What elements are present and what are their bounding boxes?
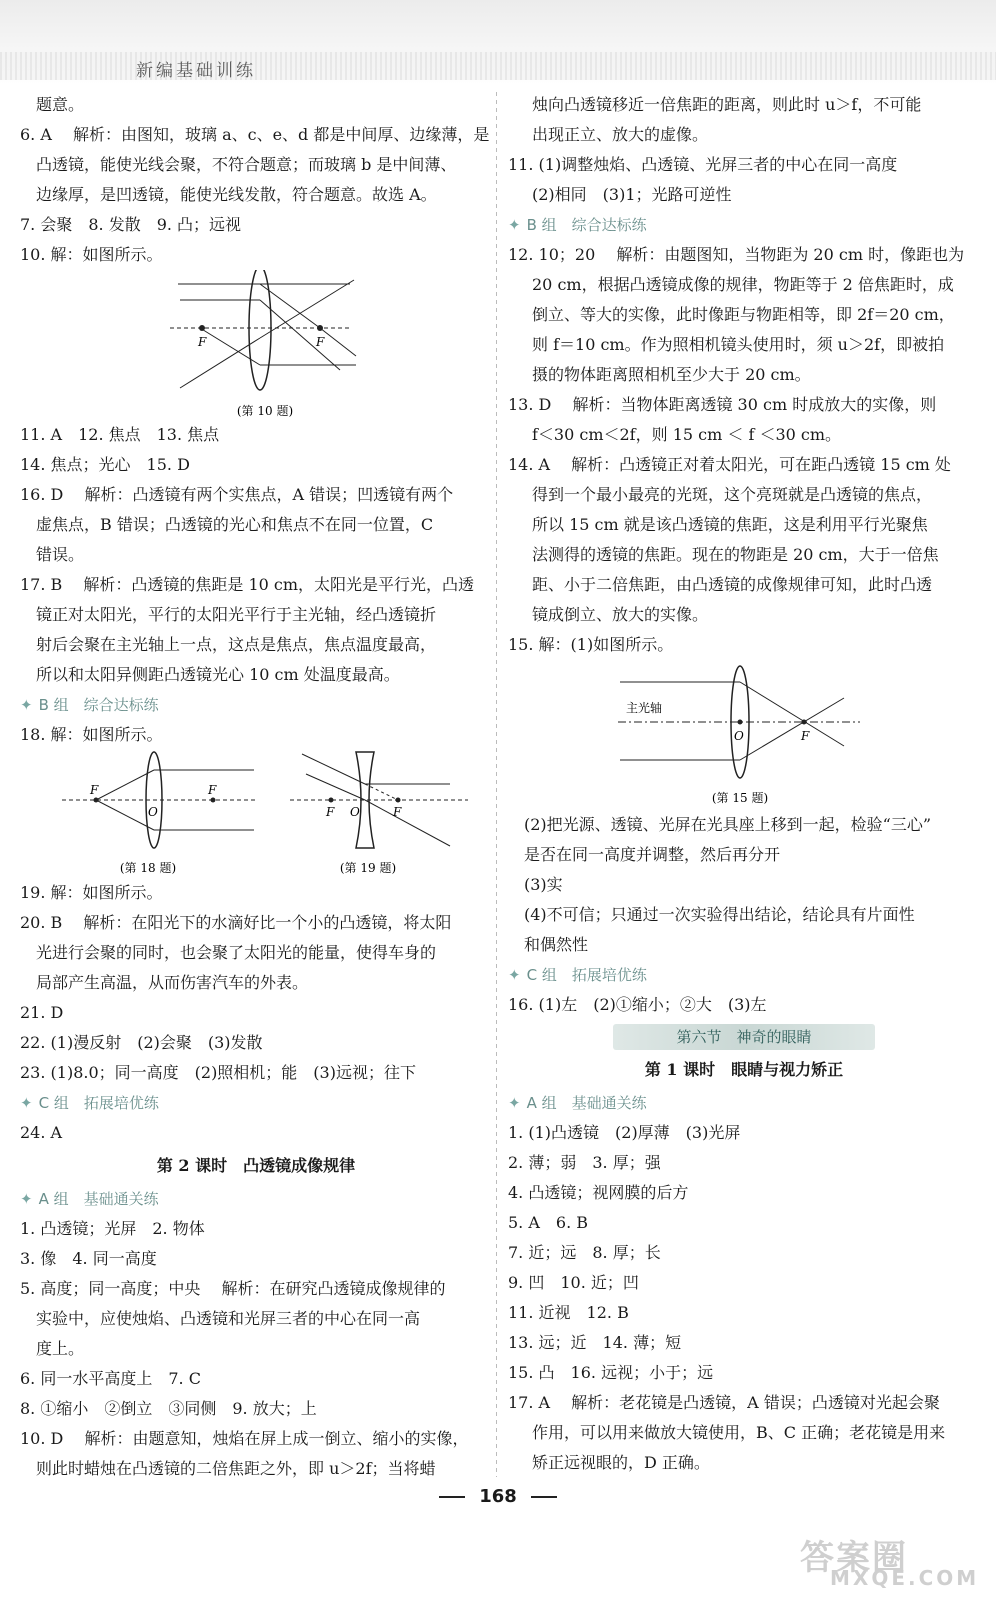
focus-label-left: F xyxy=(198,335,207,349)
figure-15 xyxy=(508,660,980,810)
diamond-icon: ✦ xyxy=(508,216,521,234)
text-line: 20 cm，根据凸透镜成像的规律，物距等于 2 倍焦距时，成 xyxy=(532,275,954,294)
figure-18-19 xyxy=(20,750,492,878)
answer-9-10: 9. 凹 10. 近；凹 xyxy=(508,1273,639,1292)
answer-20: 20. B 解析：在阳光下的水滴好比一个小的凸透镜，将太阳 xyxy=(20,913,452,932)
answer-5-6: 5. A 6. B xyxy=(508,1213,589,1232)
diamond-icon: ✦ xyxy=(20,1094,33,1112)
text-line: 度上。 xyxy=(36,1339,85,1358)
answer-1b: 1. (1)凸透镜 (2)厚薄 (3)光屏 xyxy=(508,1123,741,1142)
text-line: f＜30 cm＜2f，则 15 cm ＜ f ＜30 cm。 xyxy=(532,425,842,444)
answer-4: 4. 凸透镜；视网膜的后方 xyxy=(508,1183,689,1202)
fig15-focus: F xyxy=(801,729,810,743)
answer-17: 17. B 解析：凸透镜的焦距是 10 cm，太阳光是平行光，凸透 xyxy=(20,575,475,594)
text-line: 虚焦点，B 错误；凸透镜的光心和焦点不在同一位置，C xyxy=(36,515,434,534)
text-line: 烛向凸透镜移近一倍焦距的距离，则此时 u＞f，不可能 xyxy=(532,95,922,114)
text-line: 作用，可以用来做放大镜使用，B、C 正确；老花镜是用来 xyxy=(532,1423,946,1442)
answer-24: 24. A xyxy=(20,1123,63,1142)
answer-15-16: 15. 凸 16. 远视；小于；远 xyxy=(508,1363,714,1382)
fig15-optical-center: O xyxy=(734,729,744,743)
fig18-focus-right: F xyxy=(208,783,217,797)
answer-6-7: 6. 同一水平高度上 7. C xyxy=(20,1369,201,1388)
watermark-top: 答案圈 xyxy=(800,1538,908,1578)
text-line: 边缘厚，是凹透镜，能使光线发散，符合题意。故选 A。 xyxy=(36,185,437,204)
answer-14: 14. A 解析：凸透镜正对着太阳光，可在距凸透镜 15 cm 处 xyxy=(508,455,951,474)
section-banner xyxy=(613,1024,875,1050)
answer-23: 23. (1)8.0；同一高度 (2)照相机；能 (3)远视；往下 xyxy=(20,1063,416,1082)
figure-10-diagram xyxy=(20,270,492,420)
text-line: 光进行会聚的同时，也会聚了太阳光的能量，使得车身的 xyxy=(36,943,437,962)
text-line: 距、小于二倍焦距，由凸透镜的成像规律可知，此时凸透 xyxy=(532,575,933,594)
answer-11-12: 11. 近视 12. B xyxy=(508,1303,629,1322)
answer-3-4: 3. 像 4. 同一高度 xyxy=(20,1249,157,1268)
watermark-logo xyxy=(800,1530,980,1590)
text-line: 法测得的透镜的焦距。现在的物距是 20 cm，大于一倍焦 xyxy=(532,545,939,564)
answer-16: 16. D 解析：凸透镜有两个实焦点，A 错误；凹透镜有两个 xyxy=(20,485,454,504)
answer-8-9: 8. ①缩小 ②倒立 ③同侧 9. 放大；上 xyxy=(20,1399,317,1418)
answer-22: 22. (1)漫反射 (2)会聚 (3)发散 xyxy=(20,1033,263,1052)
answer-18: 18. 解：如图所示。 xyxy=(20,725,163,744)
text-line: 实验中，应使烛焰、凸透镜和光屏三者的中心在同一高 xyxy=(36,1309,421,1328)
lesson-title: 第 2 课时 凸透镜成像规律 xyxy=(156,1156,356,1175)
page-number-text: 168 xyxy=(479,1486,517,1507)
text-line: 凸透镜，能使光线会聚，不符合题意；而玻璃 b 是中间薄、 xyxy=(36,155,457,174)
figure-15-caption: (第 15 题) xyxy=(711,791,769,805)
text-line: 所以 15 cm 就是该凸透镜的焦距，这是利用平行光聚焦 xyxy=(532,515,928,534)
text-line: 题意。 xyxy=(36,95,85,114)
answer-11-13: 11. A 12. 焦点 13. 焦点 xyxy=(20,425,220,444)
group-heading-b: ✦ B 组 综合达标练 xyxy=(20,696,159,714)
answer-15b: 15. 解：(1)如图所示。 xyxy=(508,635,674,654)
text-line: 则此时蜡烛在凸透镜的二倍焦距之外，即 u＞2f；当将蜡 xyxy=(36,1459,436,1478)
answer-17b: 17. A 解析：老花镜是凸透镜，A 错误；凸透镜对光起会聚 xyxy=(508,1393,940,1412)
text-line: (4)不可信；只通过一次实验得出结论，结论具有片面性 xyxy=(524,905,915,924)
left-column xyxy=(20,90,492,1484)
figure-19-caption: (第 19 题) xyxy=(339,861,397,875)
answer-2-3: 2. 薄；弱 3. 厚；强 xyxy=(508,1153,661,1172)
lesson-title: 第 1 课时 眼睛与视力矫正 xyxy=(644,1060,844,1079)
group-heading-c: ✦ C 组 拓展培优练 xyxy=(508,966,647,984)
figure-10-caption: (第 10 题) xyxy=(236,404,294,418)
fig19-optical-center: O xyxy=(350,805,360,819)
diamond-icon: ✦ xyxy=(508,1094,521,1112)
fig19-focus-left: F xyxy=(326,805,335,819)
text-line: (2)相同 (3)1；光路可逆性 xyxy=(532,185,732,204)
text-line: 局部产生高温，从而伤害汽车的外表。 xyxy=(36,973,309,992)
group-heading-c: ✦ C 组 拓展培优练 xyxy=(20,1094,159,1112)
dash-left xyxy=(439,1496,465,1498)
text-line: (2)把光源、透镜、光屏在光具座上移到一起，检验“三心” xyxy=(524,815,932,834)
text-line: 所以和太阳异侧距凸透镜光心 10 cm 处温度最高。 xyxy=(36,665,400,684)
main-axis-label: 主光轴 xyxy=(626,701,663,715)
text-line: 错误。 xyxy=(36,545,85,564)
page-header xyxy=(0,0,996,84)
group-heading-a: ✦ A 组 基础通关练 xyxy=(20,1190,159,1208)
answer-10: 10. 解：如图所示。 xyxy=(20,245,163,264)
text-line: 射后会聚在主光轴上一点，这点是焦点，焦点温度最高， xyxy=(36,635,437,654)
text-line: 出现正立、放大的虚像。 xyxy=(532,125,709,144)
answer-5: 5. 高度；同一高度；中央 解析：在研究凸透镜成像规律的 xyxy=(20,1279,446,1298)
answer-19: 19. 解：如图所示。 xyxy=(20,883,163,902)
text-line: 摄的物体距离照相机至少大于 20 cm。 xyxy=(532,365,811,384)
diamond-icon: ✦ xyxy=(20,1190,33,1208)
answer-13: 13. D 解析：当物体距离透镜 30 cm 时成放大的实像，则 xyxy=(508,395,937,414)
diamond-icon: ✦ xyxy=(20,696,33,714)
column-divider xyxy=(496,92,497,1477)
text-line: 镜正对太阳光，平行的太阳光平行于主光轴，经凸透镜折 xyxy=(36,605,437,624)
figure-18-caption: (第 18 题) xyxy=(119,861,177,875)
fig18-focus-left: F xyxy=(90,783,99,797)
text-line: (3)实 xyxy=(524,875,563,894)
figure-10 xyxy=(20,270,492,420)
watermark-bottom: MXQE.COM xyxy=(830,1566,980,1590)
right-column xyxy=(508,90,980,1478)
text-line: 倒立、等大的实像，此时像距与物距相等，即 2f＝20 cm， xyxy=(532,305,955,324)
text-line: 是否在同一高度并调整，然后再分开 xyxy=(524,845,781,864)
text-line: 镜成倒立、放大的实像。 xyxy=(532,605,709,624)
answer-13-14: 13. 远；近 14. 薄；短 xyxy=(508,1333,682,1352)
answer-7-9: 7. 会聚 8. 发散 9. 凸；远视 xyxy=(20,215,242,234)
answer-14-15: 14. 焦点；光心 15. D xyxy=(20,455,190,474)
figure-15-diagram xyxy=(508,660,980,810)
answer-16b: 16. (1)左 (2)①缩小；②大 (3)左 xyxy=(508,995,767,1014)
fig19-focus-right: F xyxy=(393,805,402,819)
fig18-optical-center: O xyxy=(148,805,158,819)
answer-1-2: 1. 凸透镜；光屏 2. 物体 xyxy=(20,1219,205,1238)
page-number xyxy=(0,1486,996,1507)
answer-10b: 10. D 解析：由题意知，烛焰在屏上成一倒立、缩小的实像， xyxy=(20,1429,469,1448)
dash-right xyxy=(531,1496,557,1498)
answer-7-8: 7. 近；远 8. 厚；长 xyxy=(508,1243,661,1262)
book-brand: 新编基础训练 xyxy=(136,61,256,81)
answer-12: 12. 10；20 解析：由题图知，当物距为 20 cm 时，像距也为 xyxy=(508,245,965,264)
answer-6: 6. A 解析：由图知，玻璃 a、c、e、d 都是中间厚、边缘薄，是 xyxy=(20,125,490,144)
text-line: 和偶然性 xyxy=(524,935,589,954)
text-line: 得到一个最小最亮的光斑，这个亮斑就是凸透镜的焦点， xyxy=(532,485,933,504)
figure-18-19-diagram xyxy=(20,750,492,878)
answer-11b: 11. (1)调整烛焰、凸透镜、光屏三者的中心在同一高度 xyxy=(508,155,898,174)
text-line: 则 f＝10 cm。作为照相机镜头使用时，须 u＞2f，即被拍 xyxy=(532,335,945,354)
focus-label-right: F xyxy=(316,335,325,349)
answer-21: 21. D xyxy=(20,1003,64,1022)
section-title: 第六节 神奇的眼睛 xyxy=(676,1028,812,1046)
group-heading-a: ✦ A 组 基础通关练 xyxy=(508,1094,647,1112)
diamond-icon: ✦ xyxy=(508,966,521,984)
group-heading-b: ✦ B 组 综合达标练 xyxy=(508,216,647,234)
text-line: 矫正远视眼的，D 正确。 xyxy=(532,1453,710,1472)
